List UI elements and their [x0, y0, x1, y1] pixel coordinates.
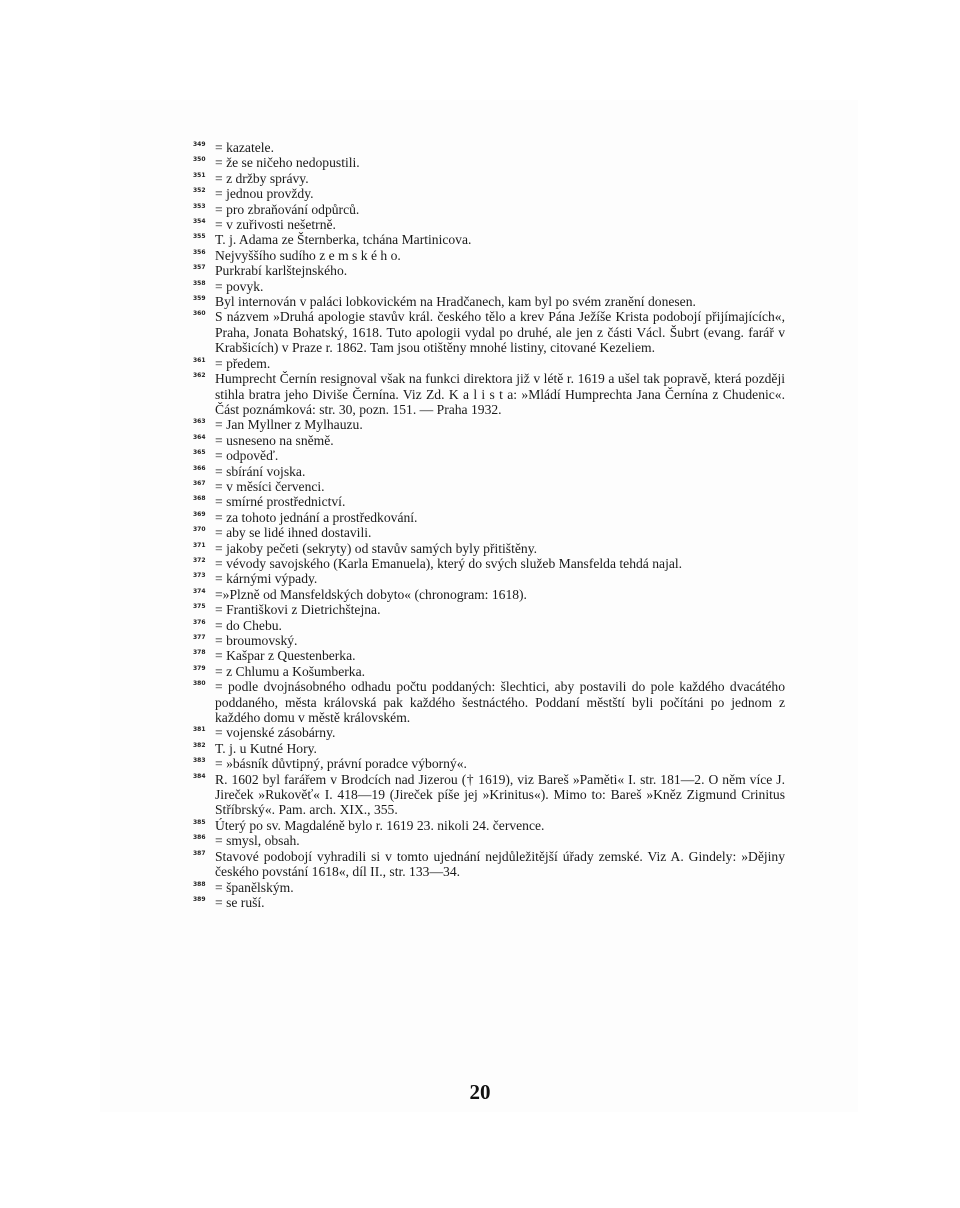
footnote-number: 359	[193, 295, 206, 303]
footnote-text: = podle dvojnásobného odhadu počtu poddaných: šlechtici, aby postavili do pole každého dvacátého poddaného, města královská pak každého šestnáctého. Poddaní městští byli počítáni po jednom z každého domu v městě královském.	[215, 679, 785, 726]
footnote-number: 385	[193, 818, 206, 826]
footnote-384	[193, 772, 785, 818]
footnote-369	[193, 510, 785, 525]
footnote-text: = v měsíci červenci.	[215, 478, 325, 494]
footnote-356	[193, 248, 785, 263]
page-number: 20	[469, 1080, 491, 1104]
footnote-text: = předem.	[215, 355, 271, 371]
footnote-352	[193, 186, 785, 201]
footnote-text: = v zuřivosti nešetrně.	[215, 217, 336, 233]
footnote-text: = pro zbraňování odpůrců.	[215, 201, 360, 217]
footnote-text: T. j. Adama ze Šternberka, tchána Martinicova.	[215, 232, 472, 248]
footnote-number: 369	[193, 510, 206, 518]
footnote-number: 382	[193, 741, 206, 749]
footnote-number: 384	[193, 772, 206, 780]
footnote-370	[193, 525, 785, 540]
footnote-359	[193, 294, 785, 309]
footnote-349	[193, 140, 785, 155]
footnote-373	[193, 571, 785, 586]
footnote-text: = Františkovi z Dietrichštejna.	[215, 602, 381, 618]
footnote-text: = usneseno na sněmě.	[215, 432, 334, 448]
footnote-text: Humprecht Černín resignoval však na funkci direktora již v létě r. 1619 a ušel tak popravě, která později stihla bratra jeho Diviše Černína. Viz Zd. K a l i s t a: »Mládí Humprechta Jana Černína z Chudenic«. Část poznámková: str. 30, pozn. 151. — Praha 1932.	[215, 371, 785, 417]
footnote-355	[193, 232, 785, 247]
footnote-372	[193, 556, 785, 571]
footnote-number: 365	[193, 449, 206, 457]
footnote-388	[193, 880, 785, 895]
footnote-number: 373	[193, 572, 206, 580]
footnote-number: 354	[193, 218, 206, 226]
footnote-number: 350	[193, 156, 206, 164]
footnote-text: = kazatele.	[215, 140, 274, 155]
footnotes-list	[193, 140, 785, 910]
footnote-number: 376	[193, 618, 206, 626]
footnote-text: = za tohoto jednání a prostředkování.	[215, 509, 418, 525]
footnote-text: = smysl, obsah.	[215, 833, 300, 849]
footnote-text: S názvem »Druhá apologie stavův král. českého tělo a krev Pána Ježíše Krista podobojí přijímajících«, Praha, Jonata Bohatský, 1618. Tuto apologii vydal po druhé, ale jen z části Václ. Šubrt (evang. farář v Krabšicích) v Praze r. 1862. Tam jsou otištěny mnohé listiny, citované Kezeliem.	[215, 309, 785, 356]
footnote-357	[193, 263, 785, 278]
footnote-number: 357	[193, 264, 206, 272]
footnote-number: 355	[193, 233, 206, 241]
footnote-366	[193, 464, 785, 479]
footnote-text: Stavové podobojí vyhradili si v tomto ujednání nejdůležitější úřady zemské. Viz A. Gindely: »Dějiny českého povstání 1618«, díl II., str. 133—34.	[215, 848, 785, 880]
footnote-text: = kárnými výpady.	[215, 571, 318, 587]
footnote-text: = že se ničeho nedopustili.	[215, 155, 360, 171]
footnote-353	[193, 202, 785, 217]
footnote-text: = odpověď.	[215, 448, 279, 464]
footnote-386	[193, 833, 785, 848]
footnote-text: R. 1602 byl farářem v Brodcích nad Jizerou († 1619), viz Bareš »Paměti« I. str. 181—2. O něm více J. Jireček »Rukověť« I. 418—19 (Jireček píše jej »Krinitus«). Mimo to: Bareš »Kněz Zigmund Crinitus Stříbrský«. Pam. arch. XIX., 355.	[215, 771, 785, 818]
footnote-number: 349	[193, 141, 206, 148]
footnote-text: = jednou provždy.	[215, 186, 314, 202]
footnote-text: = se ruší.	[215, 894, 265, 910]
footnote-number: 352	[193, 187, 206, 195]
footnote-361	[193, 356, 785, 371]
footnote-number: 378	[193, 649, 206, 657]
footnote-text: =»Plzně od Mansfeldských dobyto« (chronogram: 1618).	[215, 586, 527, 602]
footnote-text: = smírné prostřednictví.	[215, 494, 346, 510]
footnote-number: 372	[193, 556, 206, 564]
footnote-354	[193, 217, 785, 232]
footnote-351	[193, 171, 785, 186]
footnote-text: = do Chebu.	[215, 617, 282, 633]
footnote-number: 364	[193, 433, 206, 441]
footnote-381	[193, 725, 785, 740]
footnote-text: = vévody savojského (Karla Emanuela), který do svých služeb Mansfelda tehdá najal.	[215, 555, 683, 571]
footnote-text: Úterý po sv. Magdaléně bylo r. 1619 23. nikoli 24. července.	[215, 817, 545, 833]
footnote-389	[193, 895, 785, 910]
footnote-number: 375	[193, 603, 206, 611]
footnote-number: 367	[193, 479, 206, 487]
footnote-number: 388	[193, 880, 206, 888]
footnote-number: 360	[193, 310, 206, 318]
footnote-350	[193, 155, 785, 170]
footnote-358	[193, 279, 785, 294]
footnote-text: = »básník důvtipný, právní poradce výborný«.	[215, 756, 467, 772]
footnote-374	[193, 587, 785, 602]
footnote-number: 351	[193, 171, 206, 179]
footnote-number: 366	[193, 464, 206, 472]
footnote-375	[193, 602, 785, 617]
footnote-text: T. j. u Kutné Hory.	[215, 740, 317, 756]
footnote-number: 353	[193, 202, 206, 210]
footnote-text: = jakoby pečeti (sekryty) od stavův samých byly přitištěny.	[215, 540, 538, 556]
footnote-number: 387	[193, 849, 206, 857]
footnote-number: 379	[193, 664, 206, 672]
footnote-text: Purkrabí karlštejnského.	[215, 263, 348, 279]
footnote-number: 362	[193, 372, 206, 380]
footnote-number: 371	[193, 541, 206, 549]
footnote-number: 381	[193, 726, 206, 734]
footnote-text: = Jan Myllner z Mylhauzu.	[215, 417, 363, 433]
footnote-number: 370	[193, 526, 206, 534]
footnote-text: = povyk.	[215, 278, 264, 294]
footnote-number: 386	[193, 834, 206, 842]
footnote-text: = vojenské zásobárny.	[215, 725, 336, 741]
footnote-number: 377	[193, 634, 206, 641]
footnote-383	[193, 756, 785, 771]
footnote-387	[193, 849, 785, 880]
footnote-text: = španělským.	[215, 879, 294, 895]
footnote-text: = sbírání vojska.	[215, 463, 306, 479]
footnote-number: 363	[193, 418, 206, 426]
footnote-text: = z držby správy.	[215, 170, 309, 186]
footnote-number: 380	[193, 680, 206, 688]
footnote-378	[193, 648, 785, 663]
footnote-text: = Kašpar z Questenberka.	[215, 648, 356, 664]
footnote-368	[193, 494, 785, 509]
footnote-number: 383	[193, 757, 206, 765]
footnote-376	[193, 618, 785, 633]
footnote-363	[193, 417, 785, 432]
footnote-367	[193, 479, 785, 494]
footnote-360	[193, 309, 785, 355]
footnote-number: 374	[193, 587, 206, 595]
footnote-number: 368	[193, 495, 206, 503]
footnote-text: = aby se lidé ihned dostavili.	[215, 525, 372, 541]
footnote-text: Nejvyššího sudího z e m s k é h o.	[215, 247, 401, 263]
footnote-379	[193, 664, 785, 679]
footnote-385	[193, 818, 785, 833]
footnote-number: 356	[193, 248, 206, 256]
footnote-number: 358	[193, 279, 206, 287]
footnote-362	[193, 371, 785, 417]
footnote-380	[193, 679, 785, 725]
footnote-text: = z Chlumu a Košumberka.	[215, 663, 365, 679]
footnote-365	[193, 448, 785, 463]
footnote-377	[193, 633, 785, 648]
footnote-364	[193, 433, 785, 448]
footnote-text: Byl internován v paláci lobkovickém na Hradčanech, kam byl po svém zranění donesen.	[215, 294, 696, 310]
footnote-number: 361	[193, 356, 206, 364]
footnote-382	[193, 741, 785, 756]
footnote-number: 389	[193, 895, 206, 903]
footnote-371	[193, 541, 785, 556]
footnote-text: = broumovský.	[215, 633, 298, 648]
